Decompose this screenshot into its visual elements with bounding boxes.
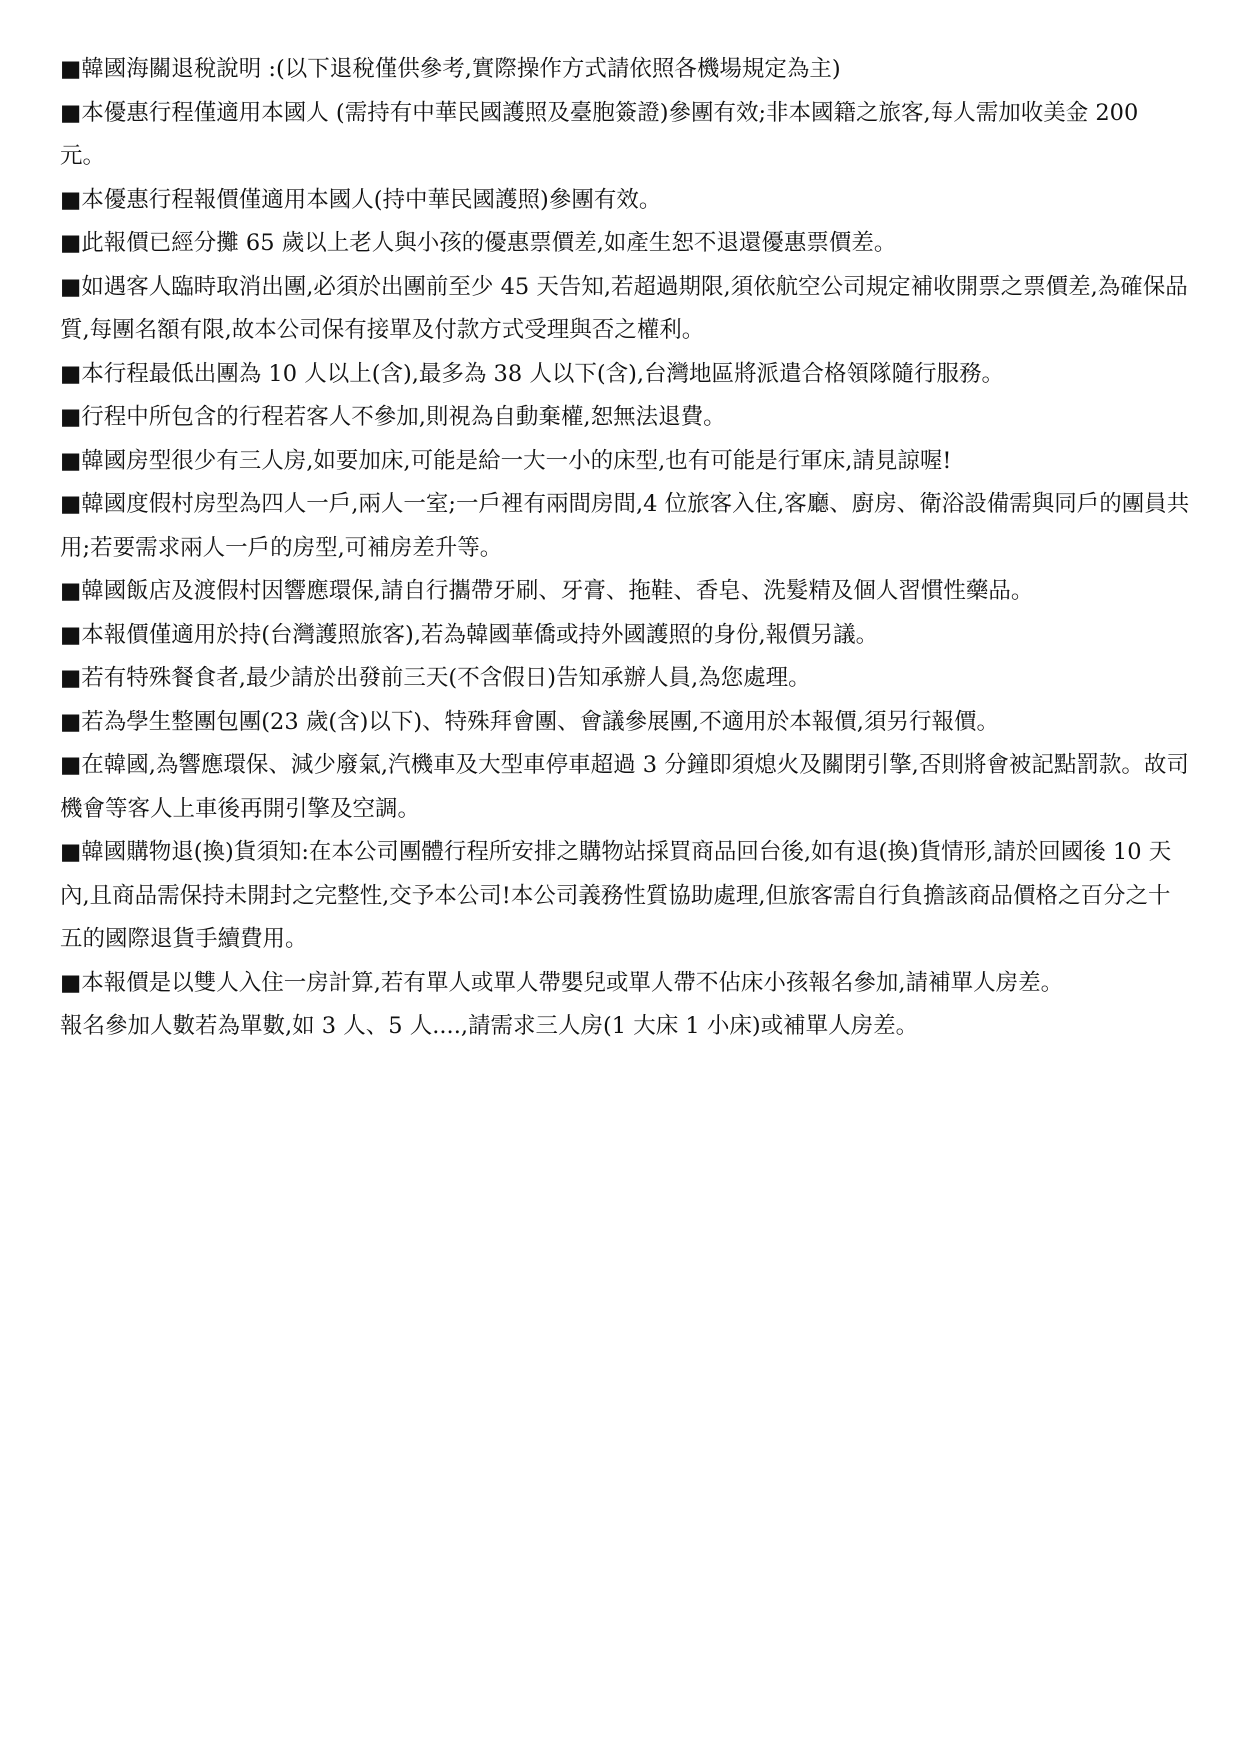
note-engine-idling: ■在韓國,為響應環保、減少廢氣,汽機車及大型車停車超過 3 分鐘即須熄火及關閉引擎,否則將會被記點罰款。故司機會等客人上車後再開引擎及空調。 xyxy=(60,752,1189,822)
note-single-supplement: ■本報價是以雙人入住一房計算,若有單人或單人帶嬰兒或單人帶不佔床小孩報名參加,請補單人房差。 xyxy=(60,969,1064,996)
note-triple-room: ■韓國房型很少有三人房,如要加床,可能是給一大一小的床型,也有可能是行軍床,請見諒喔! xyxy=(60,447,952,474)
note-odd-number-participants: 報名參加人數若為單數,如 3 人、5 人....,請需求三人房(1 大床 1 小床)或補單人房差。 xyxy=(60,1013,919,1039)
note-special-meals: ■若有特殊餐食者,最少請於出發前三天(不含假日)告知承辦人員,為您處理。 xyxy=(60,665,811,691)
note-resort-room-type: ■韓國度假村房型為四人一戶,兩人一室;一戶裡有兩間房間,4 位旅客入住,客廳、廚房、衛浴設備需與同戶的團員共用;若要需求兩人一戶的房型,可補房差升等。 xyxy=(60,491,1190,561)
note-shopping-returns: ■韓國購物退(換)貨須知:在本公司團體行程所安排之購物站採買商品回台後,如有退(換)貨情形,請於回國後 10 天內,且商品需保持未開封之完整性,交予本公司!本公司義務性質協助處理,但旅客需自行負擔該商品價格之百分之十五的國際退貨手續費用。 xyxy=(60,839,1172,952)
note-cancellation-policy: ■如遇客人臨時取消出團,必須於出團前至少 45 天告知,若超過期限,須依航空公司規定補收開票之票價差,為確保品質,每團名額有限,故本公司保有接單及付款方式受理與否之權利。 xyxy=(60,273,1188,343)
note-itinerary-waiver: ■行程中所包含的行程若客人不參加,則視為自動棄權,恕無法退費。 xyxy=(60,404,726,430)
note-toiletries: ■韓國飯店及渡假村因響應環保,請自行攜帶牙刷、牙膏、拖鞋、香皂、洗髮精及個人習慣性藥品。 xyxy=(60,578,1034,604)
note-customs-tax-refund: ■韓國海關退稅說明 :(以下退稅僅供參考,實際操作方式請依照各機場規定為主) xyxy=(60,56,841,82)
note-passport-quote: ■本報價僅適用於持(台灣護照旅客),若為韓國華僑或持外國護照的身份,報價另議。 xyxy=(60,621,879,648)
document-page xyxy=(60,48,1190,1049)
note-nationality-eligibility: ■本優惠行程僅適用本國人 (需持有中華民國護照及臺胞簽證)參團有效;非本國籍之旅客,每人需加收美金 200 元。 xyxy=(60,99,1139,169)
note-quote-passport-requirement: ■本優惠行程報價僅適用本國人(持中華民國護照)參團有效。 xyxy=(60,186,662,213)
note-student-group: ■若為學生整團包團(23 歲(含)以下)、特殊拜會團、會議參展團,不適用於本報價,須另行報價。 xyxy=(60,708,999,735)
note-group-size: ■本行程最低出團為 10 人以上(含),最多為 38 人以下(含),台灣地區將派遣合格領隊隨行服務。 xyxy=(60,360,1005,387)
note-senior-child-fare: ■此報價已經分攤 65 歲以上老人與小孩的優惠票價差,如產生恕不退還優惠票價差。 xyxy=(60,230,897,256)
